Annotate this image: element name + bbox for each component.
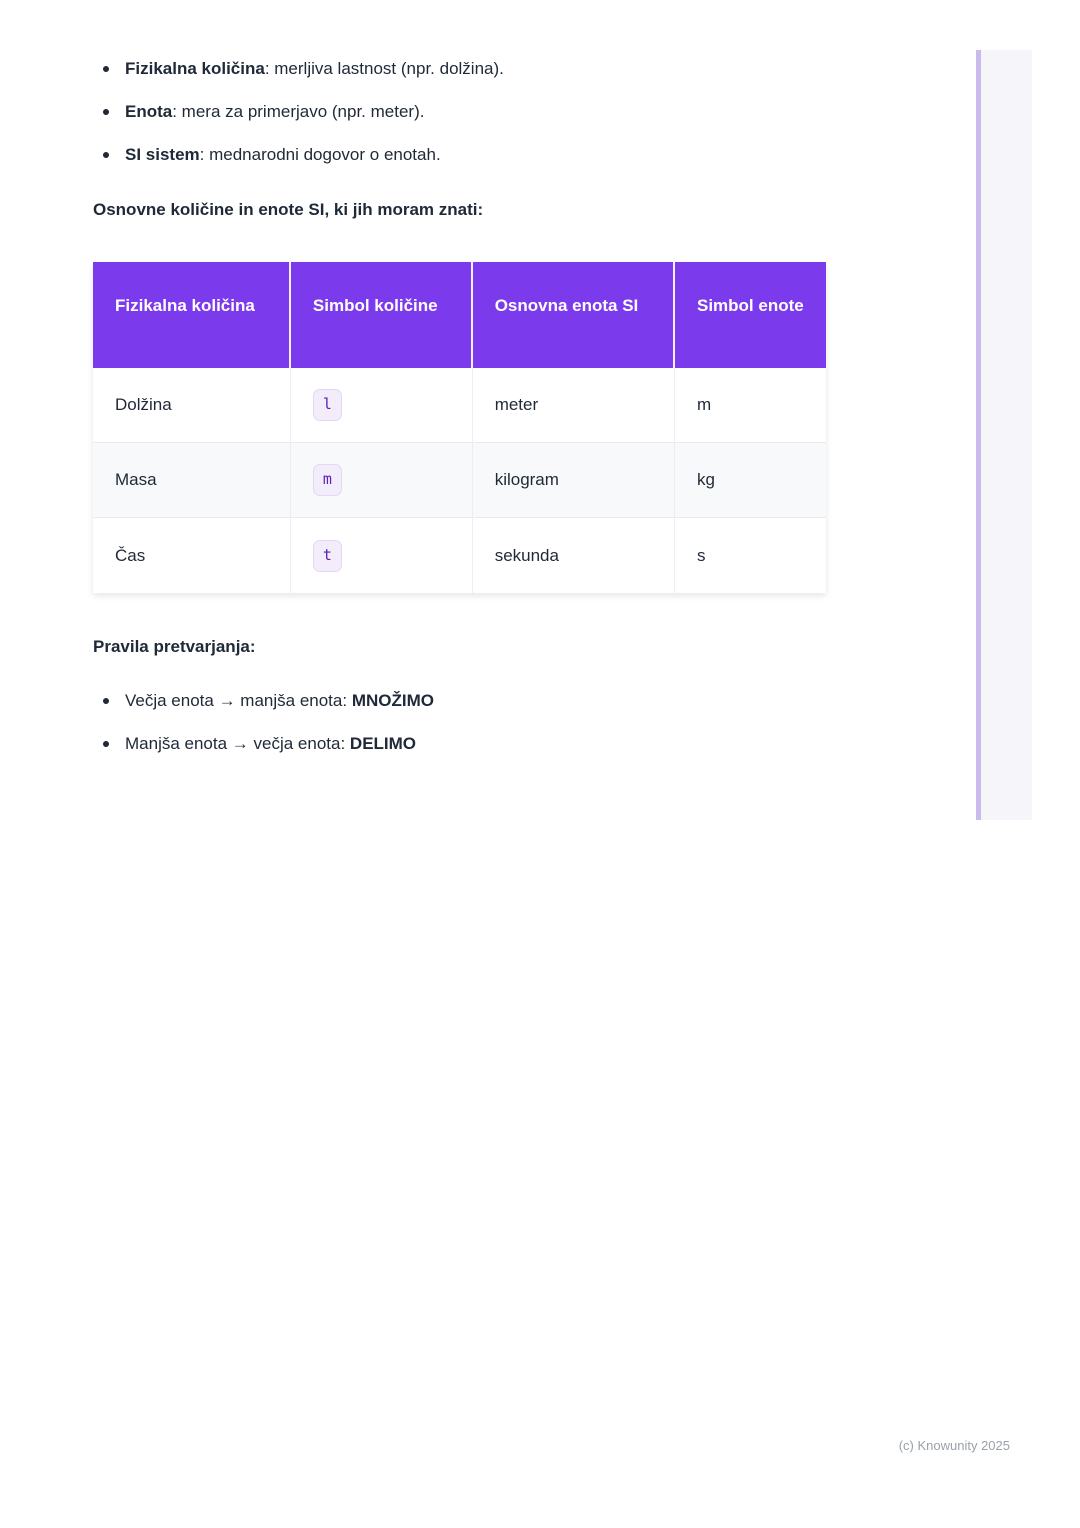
- rule-body: Večja enota → manjša enota:: [125, 691, 352, 710]
- bullet-icon: [103, 66, 109, 72]
- code-chip: t: [313, 540, 342, 572]
- bullet-icon: [103, 698, 109, 704]
- cell-quantity: Dolžina: [93, 368, 291, 443]
- column-header-symbol: Simbol količine: [291, 262, 473, 368]
- definition-term: SI sistem: [125, 145, 200, 164]
- cell-symbol: [291, 368, 473, 443]
- list-item: [93, 733, 826, 754]
- cell-unit: meter: [473, 368, 675, 443]
- list-item: [93, 101, 826, 122]
- definition-term: Fizikalna količina: [125, 59, 265, 78]
- bullet-icon: [103, 741, 109, 747]
- list-item: [93, 144, 826, 165]
- definition-text: [125, 101, 424, 122]
- rule-keyword: MNOŽIMO: [351, 691, 434, 710]
- definitions-list: [93, 58, 826, 165]
- cell-symbol: [291, 518, 473, 593]
- section-heading-conversion-rules: Pravila pretvarjanja:: [93, 637, 256, 656]
- rule-keyword: DELIMO: [349, 734, 417, 753]
- definition-text: [125, 58, 504, 79]
- list-item: [93, 690, 826, 711]
- list-item: [93, 58, 826, 79]
- cell-symbol: [291, 443, 473, 518]
- cell-unit: kilogram: [473, 443, 675, 518]
- copyright-footer: (c) Knowunity 2025: [898, 1438, 1010, 1453]
- rule-body: Manjša enota → večja enota:: [125, 734, 350, 753]
- rule-text: [125, 690, 434, 711]
- bullet-icon: [103, 152, 109, 158]
- definition-body: : merljiva lastnost (npr. dolžina).: [264, 59, 504, 78]
- table-row: [93, 368, 826, 443]
- cell-unit: sekunda: [473, 518, 675, 593]
- page-edge-panel: [981, 50, 1032, 820]
- cell-unit-symbol: kg: [675, 443, 826, 518]
- definition-text: [125, 144, 441, 165]
- si-units-table: [93, 262, 826, 593]
- rule-text: [125, 733, 416, 754]
- column-header-base-unit: Osnovna enota SI: [473, 262, 675, 368]
- section-heading-si-units: Osnovne količine in enote SI, ki jih moram znati:: [93, 200, 484, 219]
- column-header-quantity: Fizikalna količina: [93, 262, 291, 368]
- conversion-rules-list: [93, 690, 826, 754]
- table-row: [93, 518, 826, 593]
- table-row: [93, 443, 826, 518]
- definition-term: Enota: [125, 102, 173, 121]
- definition-body: : mera za primerjavo (npr. meter).: [172, 102, 425, 121]
- cell-unit-symbol: m: [675, 368, 826, 443]
- code-chip: l: [313, 389, 342, 421]
- cell-quantity: Čas: [93, 518, 291, 593]
- cell-quantity: Masa: [93, 443, 291, 518]
- code-chip: m: [313, 464, 342, 496]
- cell-unit-symbol: s: [675, 518, 826, 593]
- column-header-unit-symbol: Simbol enote: [675, 262, 826, 368]
- table-header-row: [93, 262, 826, 368]
- bullet-icon: [103, 109, 109, 115]
- definition-body: : mednarodni dogovor o enotah.: [199, 145, 441, 164]
- document-content: [93, 58, 826, 754]
